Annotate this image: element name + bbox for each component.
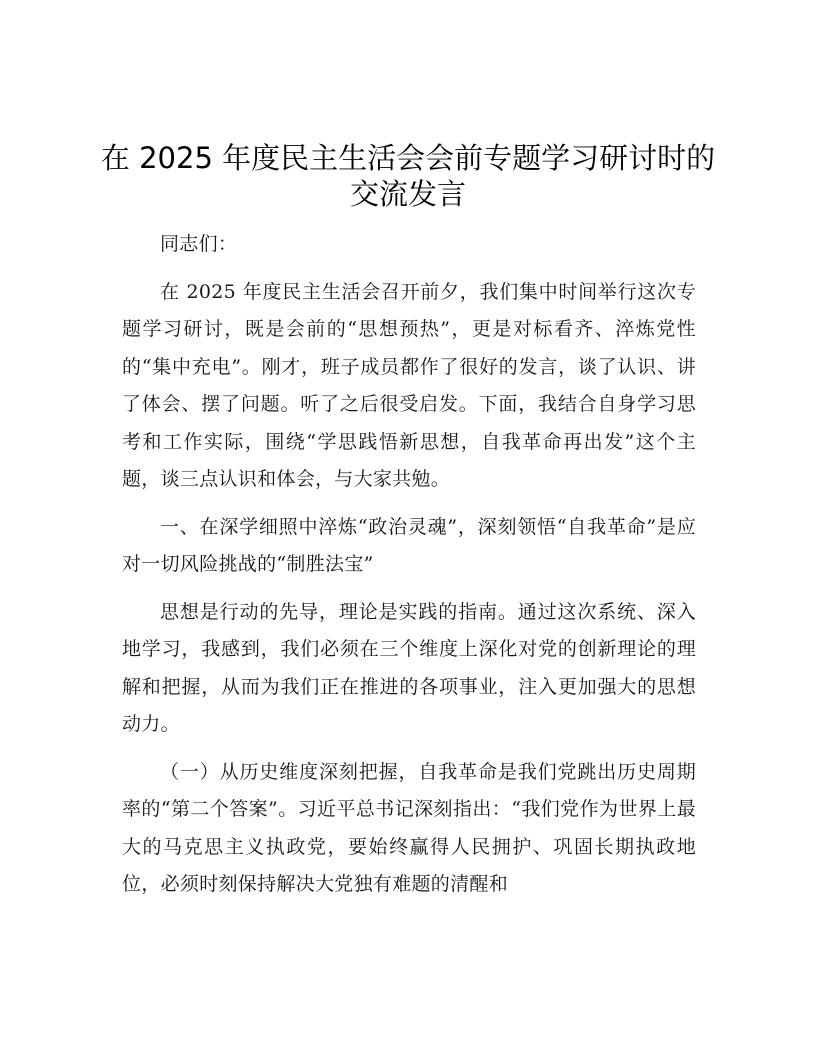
salutation: 同志们： bbox=[160, 233, 238, 255]
section-heading-1: 一、在深学细照中淬炼“政治灵魂”，深刻领悟“自我革命”是应对一切风险挑战的“制胜法宝” bbox=[122, 515, 696, 575]
title-line-1: 在 2025 年度民主生活会会前专题学习研讨时的 bbox=[100, 141, 716, 175]
document-title bbox=[100, 140, 716, 212]
intro-paragraph: 在 2025 年度民主生活会召开前夕，我们集中时间举行这次专题学习研讨，既是会前的“思想预热”，更是对标看齐、淬炼党性的“集中充电”。刚才，班子成员都作了很好的发言，谈了认识、讲了体会、摆了问题。听了之后很受启发。下面，我结合自身学习思考和工作实际，围绕“学思践悟新思想，自我革命再出发”这个主题，谈三点认识和体会，与大家共勉。 bbox=[122, 280, 696, 490]
document-body bbox=[122, 226, 696, 914]
title-line-2: 交流发言 bbox=[349, 177, 466, 211]
subsection-paragraph-1: （一）从历史维度深刻把握，自我革命是我们党跳出历史周期率的“第二个答案”。习近平总书记深刻指出：“我们党作为世界上最大的马克思主义执政党，要始终赢得人民拥护、巩固长期执政地位，必须时刻保持解决大党独有难题的清醒和 bbox=[122, 760, 696, 895]
body-paragraph: 思想是行动的先导，理论是实践的指南。通过这次系统、深入地学习，我感到，我们必须在三个维度上深化对党的创新理论的理解和把握，从而为我们正在推进的各项事业，注入更加强大的思想动力。 bbox=[122, 600, 696, 735]
